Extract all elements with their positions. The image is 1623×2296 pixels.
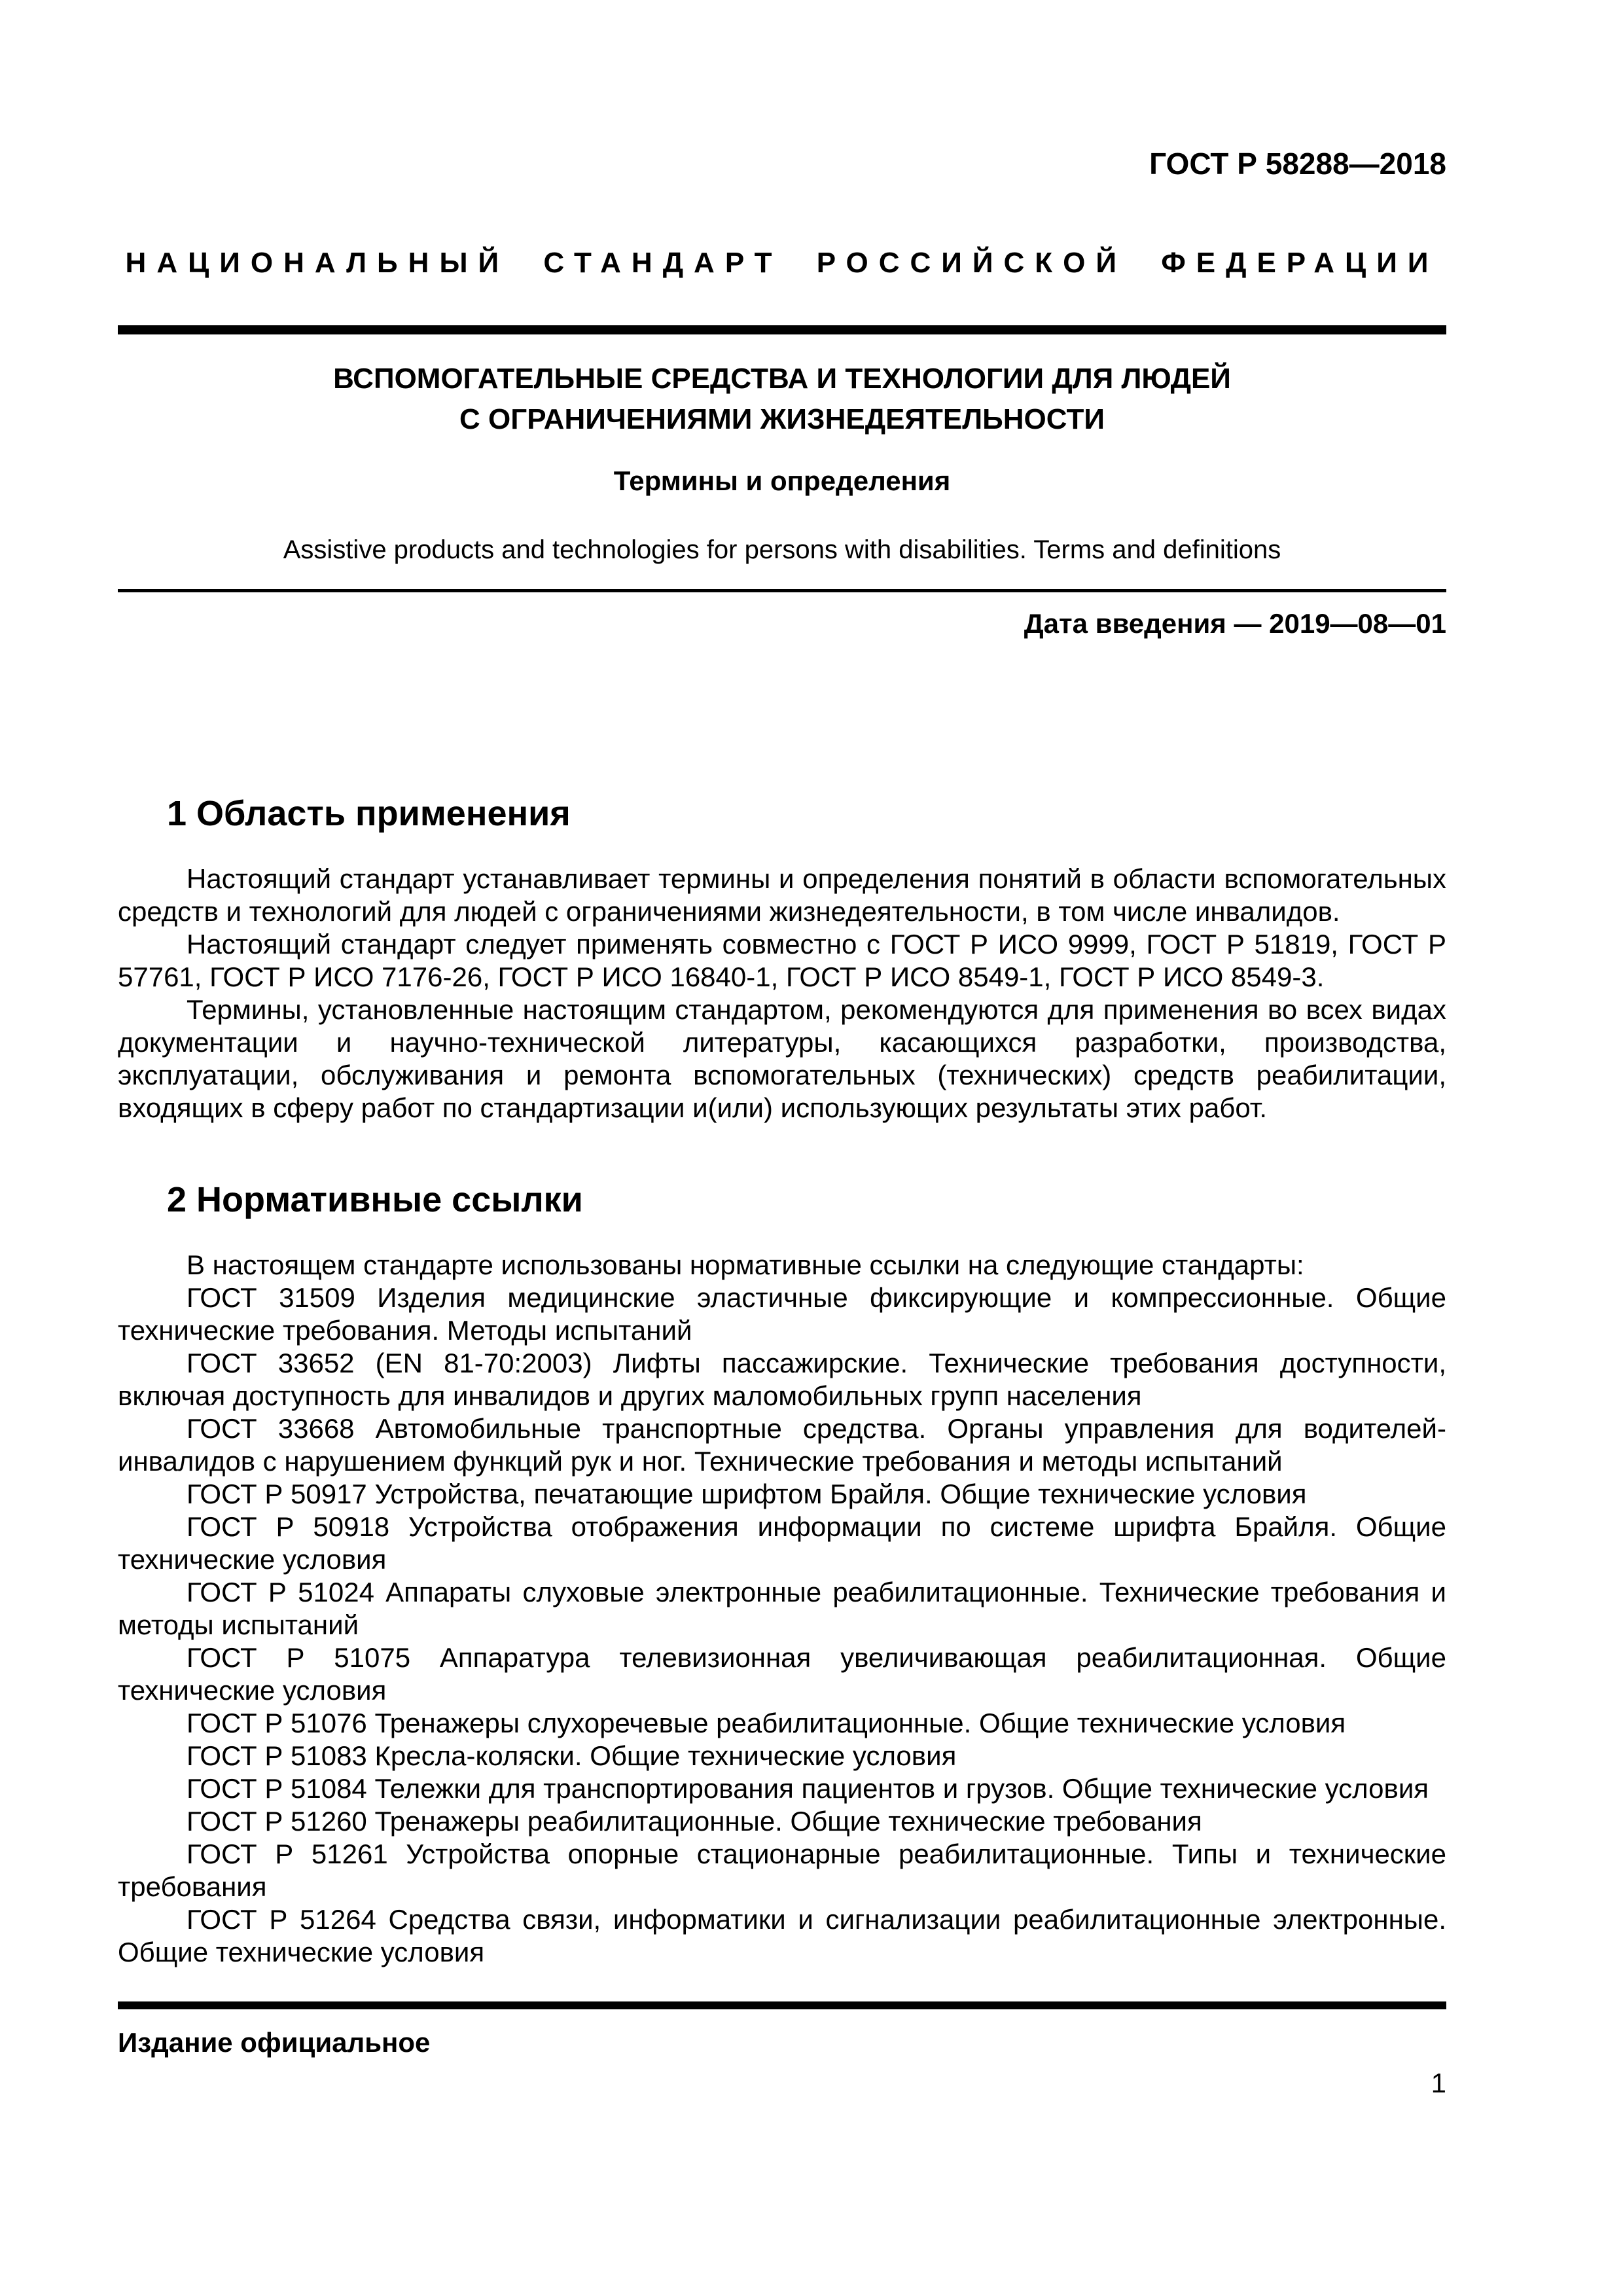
reference-item: ГОСТ Р 50918 Устройства отображения информации по системе шрифта Брайля. Общие технические условия [118, 1511, 1446, 1575]
effective-date: Дата введения — 2019—08—01 [1024, 608, 1446, 639]
subtitle-ru: Термины и определения [613, 465, 951, 496]
title-rule-thin [118, 589, 1446, 592]
reference-item: ГОСТ 33652 (EN 81-70:2003) Лифты пассажирские. Технические требования доступности, включая доступность для инвалидов и других маломобильных групп населения [118, 1348, 1446, 1411]
section-1-paragraph: Термины, установленные настоящим стандартом, рекомендуются для применения во всех видах документации и научно-технической литературы, касающихся разработки, производства, эксплуатации, обслуживания и ремонта вспомогательных (технических) средств реабилитации, входящих в сферу работ по стандартизации и(или) использующих результаты этих работ. [118, 994, 1446, 1123]
title-block [118, 359, 1446, 565]
reference-item: ГОСТ Р 51075 Аппаратура телевизионная увеличивающая реабилитационная. Общие технические условия [118, 1642, 1446, 1706]
header-rule-thick [118, 325, 1446, 334]
reference-item: ГОСТ Р 51261 Устройства опорные стационарные реабилитационные. Типы и технические требования [118, 1839, 1446, 1902]
section-1-heading: 1 Область применения [167, 794, 571, 833]
title-line-2: С ОГРАНИЧЕНИЯМИ ЖИЗНЕДЕЯТЕЛЬНОСТИ [459, 403, 1105, 435]
section-1-paragraph: Настоящий стандарт устанавливает термины и определения понятий в области вспомогательных средств и технологий для людей с ограничениями жизнедеятельности, в том числе инвалидов. [118, 863, 1446, 927]
reference-item: ГОСТ Р 51084 Тележки для транспортирования пациентов и грузов. Общие технические условия [187, 1773, 1429, 1804]
section-2-intro: В настоящем стандарте использованы нормативные ссылки на следующие стандарты: [187, 1249, 1304, 1280]
reference-item: ГОСТ Р 51076 Тренажеры слухоречевые реабилитационные. Общие технические условия [187, 1708, 1346, 1738]
reference-item: ГОСТ 31509 Изделия медицинские эластичные фиксирующие и компрессионные. Общие технические требования. Методы испытаний [118, 1282, 1446, 1346]
footer-rule-thick [118, 2001, 1446, 2009]
reference-item: ГОСТ Р 50917 Устройства, печатающие шрифтом Брайля. Общие технические условия [187, 1479, 1307, 1509]
doc-number: ГОСТ Р 58288—2018 [1149, 147, 1446, 181]
document-body [118, 793, 1446, 1969]
national-standard-banner: НАЦИОНАЛЬНЫЙ СТАНДАРТ РОССИЙСКОЙ ФЕДЕРАЦИИ [125, 247, 1439, 279]
section-1-paragraph: Настоящий стандарт следует применять совместно с ГОСТ Р ИСО 9999, ГОСТ Р 51819, ГОСТ Р 57761, ГОСТ Р ИСО 7176-26, ГОСТ Р ИСО 16840-1, ГОСТ Р ИСО 8549-1, ГОСТ Р ИСО 8549-3. [118, 929, 1446, 992]
reference-item: ГОСТ Р 51264 Средства связи, информатики и сигнализации реабилитационные электронные. Общие технические условия [118, 1904, 1446, 1967]
reference-item: ГОСТ 33668 Автомобильные транспортные средства. Органы управления для водителей-инвалидов с нарушением функций рук и ног. Технические требования и методы испытаний [118, 1413, 1446, 1477]
reference-item: ГОСТ Р 51083 Кресла-коляски. Общие технические условия [187, 1740, 957, 1771]
section-2-heading: 2 Нормативные ссылки [167, 1180, 583, 1219]
page-number: 1 [1431, 2068, 1446, 2098]
reference-item: ГОСТ Р 51260 Тренажеры реабилитационные. Общие технические требования [187, 1806, 1202, 1837]
title-line-1: ВСПОМОГАТЕЛЬНЫЕ СРЕДСТВА И ТЕХНОЛОГИИ ДЛЯ ЛЮДЕЙ [333, 363, 1231, 395]
reference-item: ГОСТ Р 51024 Аппараты слуховые электронные реабилитационные. Технические требования и методы испытаний [118, 1577, 1446, 1640]
official-edition-note: Издание официальное [118, 2027, 431, 2058]
subtitle-en: Assistive products and technologies for persons with disabilities. Terms and definitions [283, 535, 1281, 564]
